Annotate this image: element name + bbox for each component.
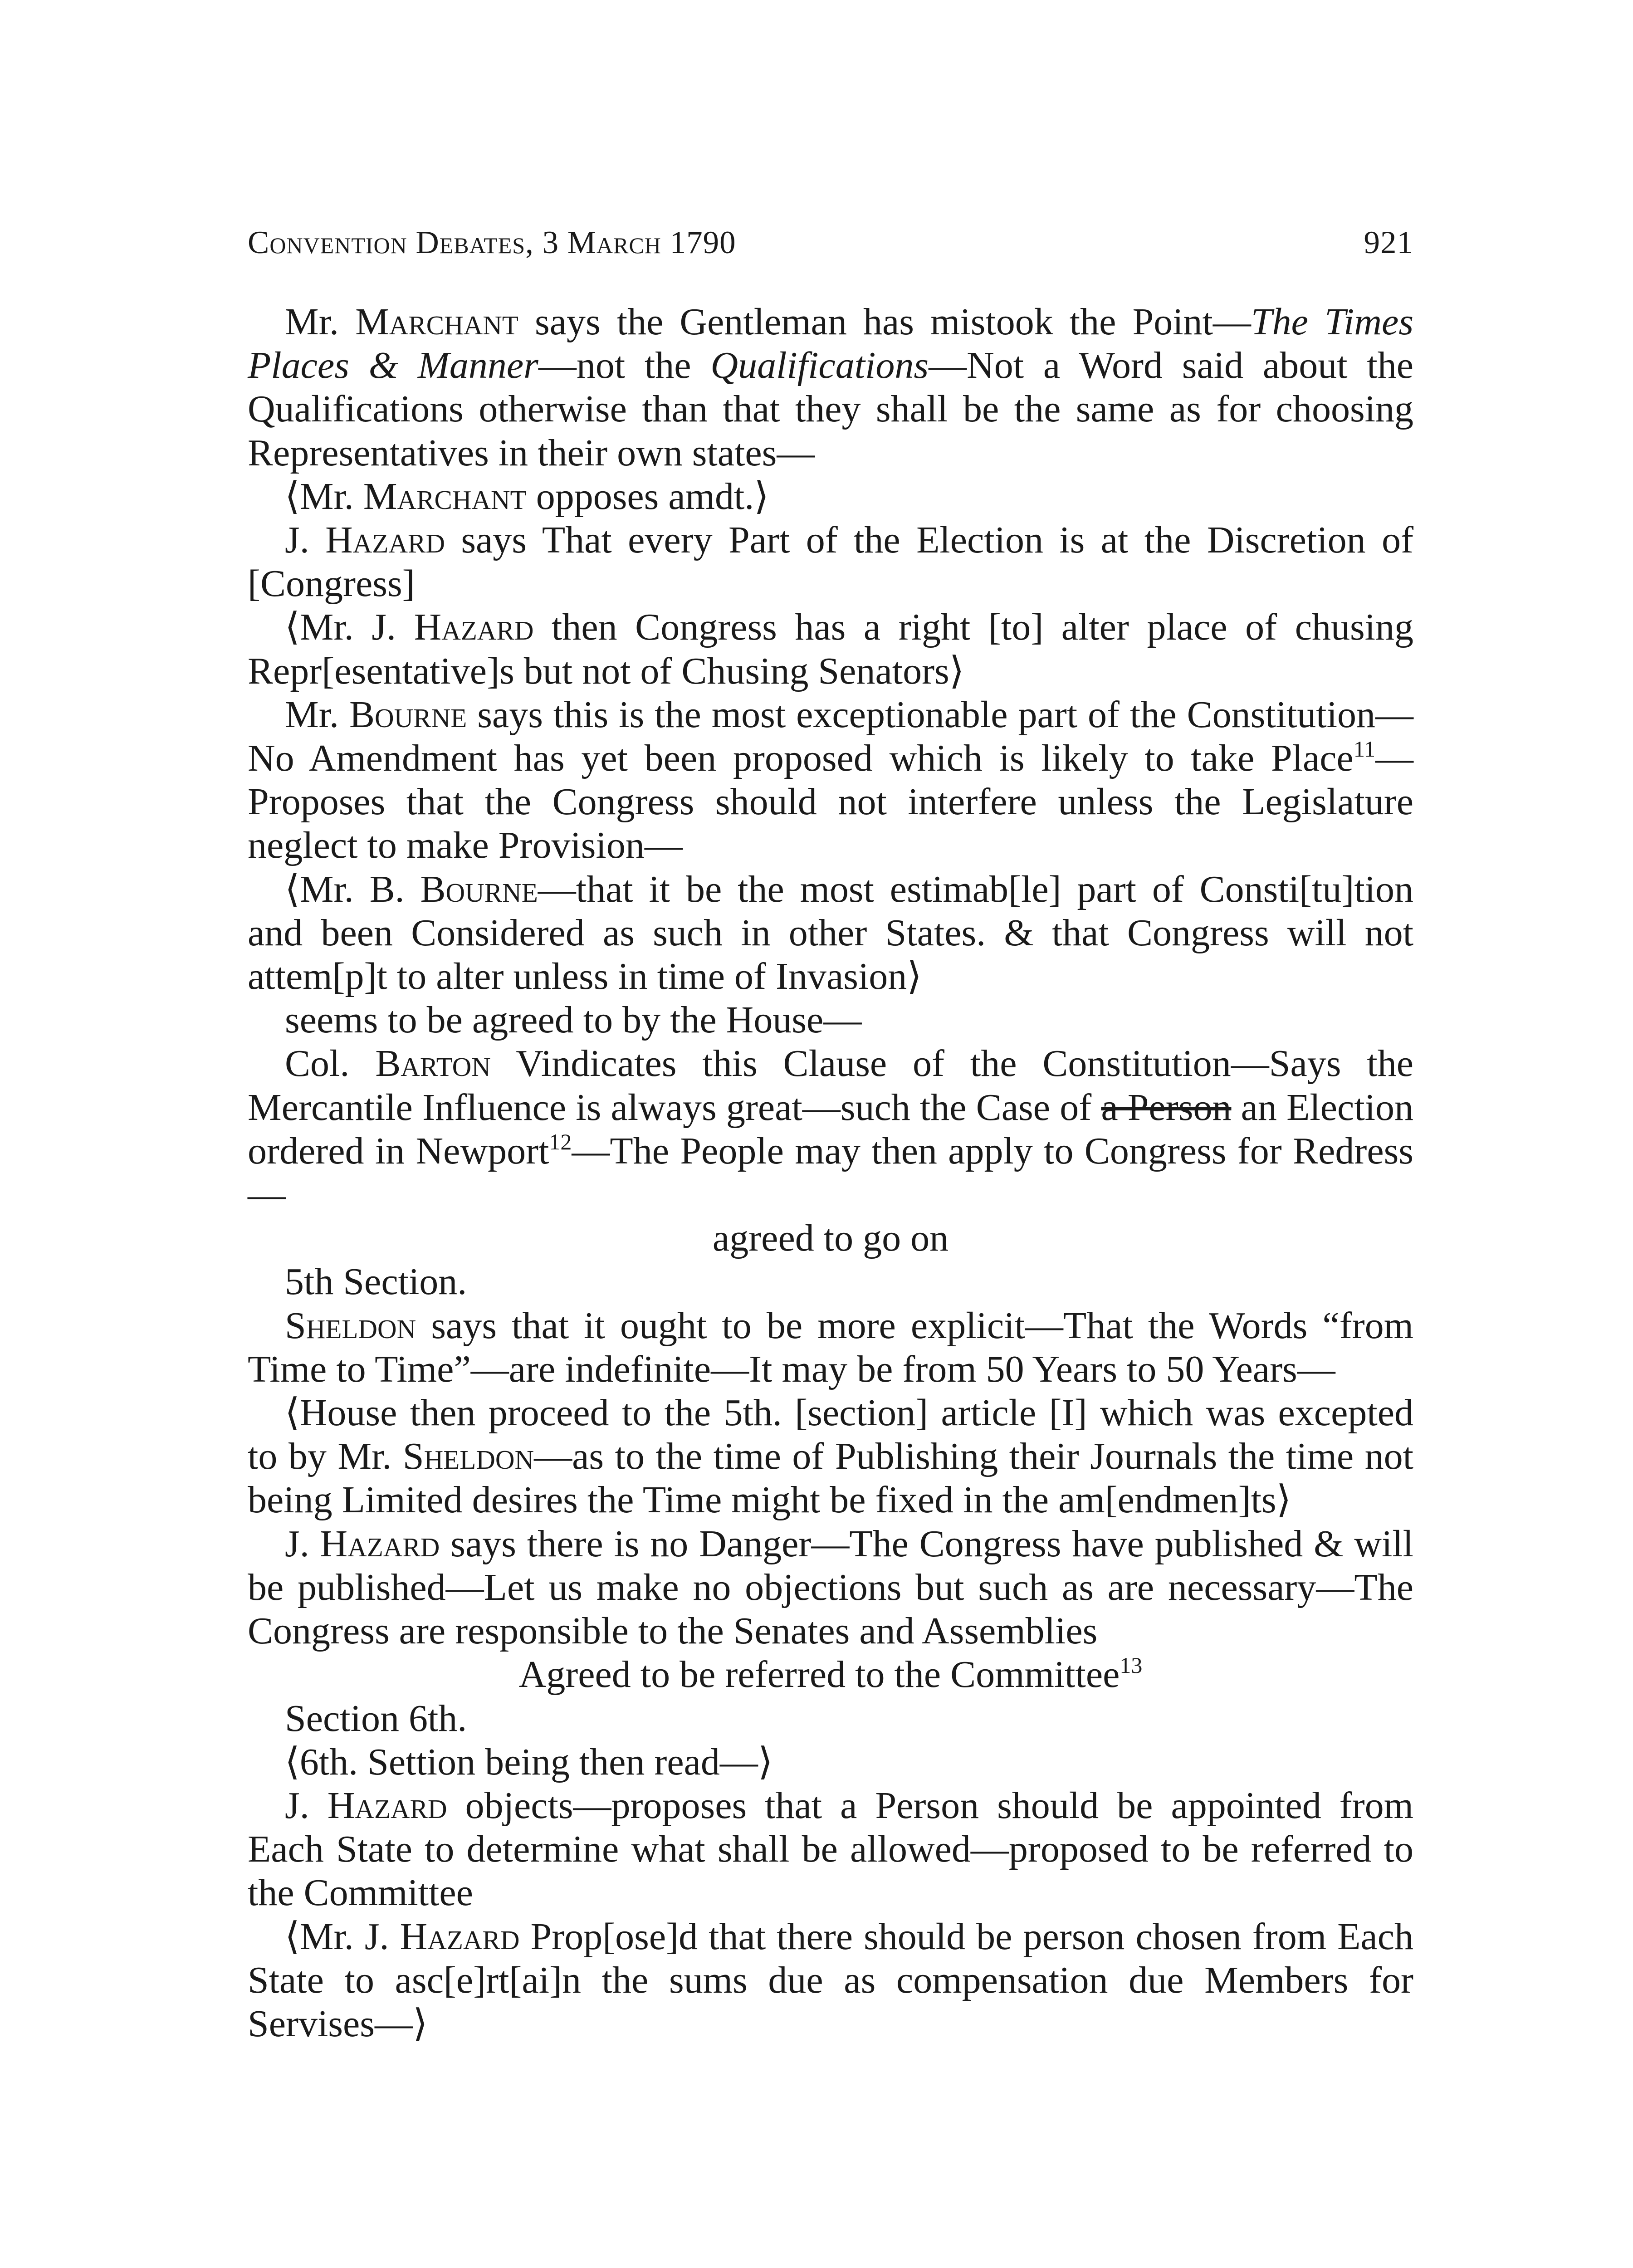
speaker-name: Hazard <box>400 1915 520 1958</box>
speaker-name: Sheldon <box>285 1304 416 1347</box>
paragraph-hazard-election: J. Hazard says That every Part of the Election is at the Discretion of [Congress] <box>248 519 1413 605</box>
speaker-name: Bourne <box>420 868 538 910</box>
footnote-ref: 11 <box>1353 736 1375 762</box>
paragraph-hazard-proposed: ⟨Mr. J. Hazard Prop[ose]d that there should be person chosen from Each State to asc[e]rt[ai]n the sums due as compensation due Members for Servises—⟩ <box>248 1915 1413 2045</box>
paragraph-barton-vindicates: Col. Barton Vindicates this Clause of the Constitution—Says the Mercantile Influence is always great—such the Case of a Person an Election ordered in Newport$^{12}$—The People may then apply to Congress for Redress— <box>248 1042 1413 1216</box>
page-number: 921 <box>1364 225 1413 260</box>
paragraph-marchant-point: Mr. Marchant says the Gentleman has mistook the Point—The Times Places & Manner—not the Qualifications—Not a Word said about the Qualifications otherwise than that they shall be the same as for choosing Representatives in their own states— <box>248 301 1414 474</box>
speaker-name: Hazard <box>325 519 445 562</box>
paragraph-sheldon-explicit: Sheldon says that it ought to be more explicit—That the Words “from Time to Time”—are indefinite—It may be from 50 Years to 50 Years— <box>248 1304 1413 1390</box>
section-heading-6th: Section 6th. <box>285 1697 467 1740</box>
paragraph-hazard-no-danger: J. Hazard says there is no Danger—The Congress have published & will be published—Let us make no objections but such as are necessary—The Congress are responsible to the Senates and Assemblies <box>248 1522 1413 1652</box>
paragraph-hazard-objects: J. Hazard objects—proposes that a Person should be appointed from Each State to determine what shall be allowed—proposed to be referred to the Committee <box>248 1784 1413 1914</box>
running-title: Convention Debates, 3 March 1790 <box>248 225 736 260</box>
footnote-ref: 13 <box>1120 1652 1143 1678</box>
speaker-name: Hazard <box>414 606 534 649</box>
body-text <box>248 300 1413 2046</box>
paragraph-hazard-chusing: ⟨Mr. J. Hazard then Congress has a right [to] alter place of chusing Repr[esentative]s but not of Chusing Senators⟩ <box>248 606 1414 692</box>
speaker-name: Marchant <box>355 301 518 343</box>
footnote-ref: 12 <box>549 1129 572 1154</box>
struck-text: a Person <box>1101 1086 1232 1129</box>
section-heading-5th: 5th Section. <box>285 1261 467 1303</box>
speaker-name: Sheldon <box>402 1435 534 1478</box>
speaker-name: Hazard <box>320 1522 440 1565</box>
paragraph-bourne-exceptionable: Mr. Bourne says this is the most exceptionable part of the Constitution—No Amendment has yet been proposed which is likely to take Place$^{11}$—Proposes that the Congress should not interfere unless the Legislature neglect to make Provision— <box>248 693 1413 867</box>
paragraph-agreed-committee: Agreed to be referred to the Committee$^{13}$ <box>518 1652 1143 1696</box>
paragraph-agreed-go-on: agreed to go on <box>712 1217 949 1260</box>
paragraph-agreed-house: seems to be agreed to by the House— <box>285 999 862 1041</box>
paragraph-bourne-estimable: ⟨Mr. B. Bourne—that it be the most estimab[le] part of Consti[tu]tion and been Considered as such in other States. & that Congress will not attem[p]t to alter unless in time of Invasion⟩ <box>248 868 1413 998</box>
document-page <box>248 218 1413 2046</box>
paragraph-settion-read: ⟨6th. Settion being then read—⟩ <box>285 1740 773 1783</box>
paragraph-house-proceed: ⟨House then proceed to the 5th. [section] article [I] which was excepted to by Mr. Sheldon—as to the time of Publishing their Journals the time not being Limited desires the Time might be fixed in the am[endmen]ts⟩ <box>248 1392 1413 1521</box>
speaker-name: Bourne <box>349 693 467 736</box>
running-head <box>248 218 1413 272</box>
speaker-name: Hazard <box>327 1784 447 1827</box>
speaker-name: Barton <box>375 1042 491 1085</box>
speaker-name: Marchant <box>363 475 527 518</box>
paragraph-marchant-opposes: ⟨Mr. Marchant opposes amdt.⟩ <box>285 475 769 518</box>
